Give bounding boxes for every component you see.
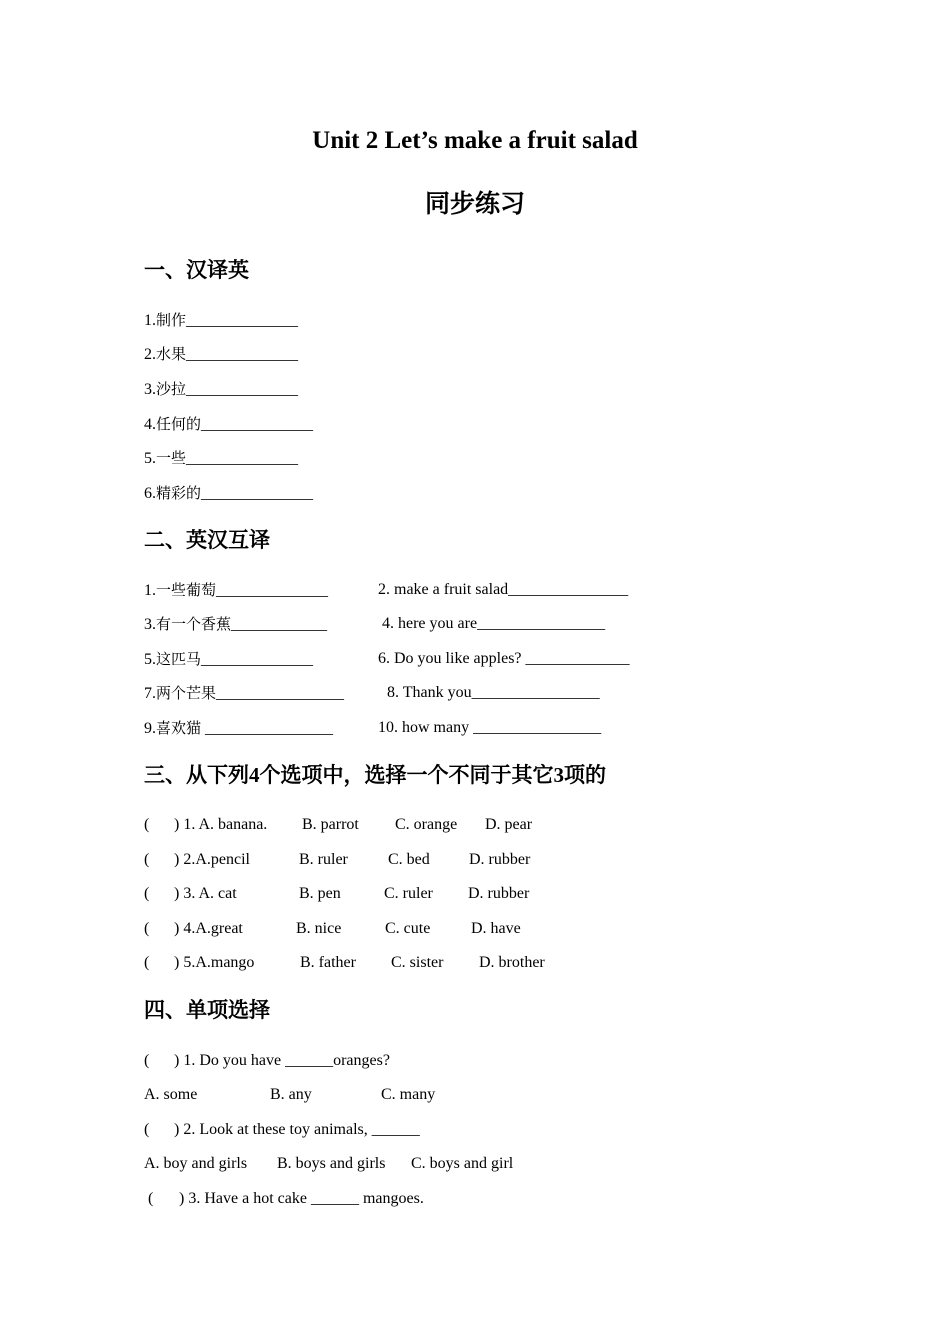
question-text: ) 2. Look at these toy animals, ______	[174, 1121, 420, 1138]
item-text: 这匹马	[156, 650, 202, 668]
question-bracket: (	[144, 954, 150, 971]
question-option-d: D. rubber	[468, 885, 530, 902]
list-item	[144, 310, 298, 331]
question-option-a: ) 3. A. cat	[174, 885, 237, 902]
heading-part: 项的	[564, 763, 606, 787]
question-option-a: ) 2.A.pencil	[174, 851, 250, 868]
section3-heading	[144, 761, 606, 789]
question-bracket: (	[144, 1121, 150, 1138]
option-c: C. boys and girl	[411, 1155, 514, 1172]
question-option-b: B. parrot	[302, 816, 359, 833]
item-number: 4.	[144, 416, 156, 433]
question-option-c: C. orange	[395, 816, 458, 833]
list-item	[144, 379, 298, 400]
question-bracket: (	[144, 1052, 150, 1069]
item-text: 任何的	[156, 415, 202, 433]
heading-number: 4	[249, 763, 260, 787]
answer-blank: ____________	[231, 616, 328, 633]
list-item: 2. make a fruit salad_______________	[378, 581, 629, 598]
item-number: 5.	[144, 651, 156, 668]
item-text: 一些	[156, 449, 187, 467]
item-number: 1.	[144, 582, 156, 599]
answer-blank: ______________	[201, 651, 314, 668]
list-item	[144, 414, 313, 435]
list-item	[144, 483, 313, 504]
item-number: 3.	[144, 381, 156, 398]
section4-heading: 四、单项选择	[144, 998, 270, 1022]
answer-blank: ______________	[201, 485, 314, 502]
list-item	[144, 344, 298, 365]
item-text: 两个芒果	[156, 684, 217, 702]
heading-part: 三、从下列	[144, 763, 249, 787]
list-item	[144, 448, 298, 469]
question-bracket: (	[144, 885, 150, 902]
list-item: 6. Do you like apples? _____________	[378, 650, 630, 667]
question-option-d: D. pear	[485, 816, 533, 833]
answer-blank: ______________	[201, 416, 314, 433]
heading-number: 3	[553, 763, 564, 787]
question-option-d: D. have	[471, 920, 521, 937]
heading-part: 个选项中，选择一个不同于其它	[259, 763, 554, 787]
page-title: Unit 2 Let’s make a fruit salad	[312, 127, 638, 154]
item-text: 水果	[156, 345, 187, 363]
list-item	[144, 649, 313, 670]
question-option-d: D. rubber	[469, 851, 531, 868]
question-text: ) 1. Do you have ______oranges?	[174, 1052, 390, 1069]
item-text: 喜欢猫	[156, 719, 202, 737]
question-option-c: C. ruler	[384, 885, 433, 902]
answer-blank: ______________	[186, 450, 299, 467]
option-b: B. any	[270, 1086, 312, 1103]
question-bracket: (	[144, 920, 150, 937]
list-item: 4. here you are________________	[382, 615, 606, 632]
list-item: 8. Thank you________________	[387, 684, 600, 701]
option-a: A. boy and girls	[144, 1155, 248, 1172]
item-number: 6.	[144, 485, 156, 502]
item-number: 2.	[144, 346, 156, 363]
question-option-c: C. bed	[388, 851, 430, 868]
answer-blank: ______________	[186, 381, 299, 398]
question-option-c: C. sister	[391, 954, 444, 971]
question-bracket: (	[144, 851, 150, 868]
list-item	[144, 718, 333, 739]
list-item: 10. how many ________________	[378, 719, 602, 736]
item-number: 1.	[144, 312, 156, 329]
list-item	[144, 614, 327, 635]
item-text: 沙拉	[156, 380, 187, 398]
question-option-c: C. cute	[385, 920, 431, 937]
question-option-b: B. nice	[296, 920, 342, 937]
section1-heading: 一、汉译英	[144, 258, 249, 282]
question-option-b: B. ruler	[299, 851, 348, 868]
option-c: C. many	[381, 1086, 436, 1103]
question-option-b: B. father	[300, 954, 356, 971]
page-subtitle: 同步练习	[424, 189, 525, 218]
list-item	[144, 580, 328, 601]
item-number: 7.	[144, 685, 156, 702]
item-text: 有一个香蕉	[156, 615, 232, 633]
option-b: B. boys and girls	[277, 1155, 386, 1172]
answer-blank: ________________	[216, 685, 345, 702]
item-number: 5.	[144, 450, 156, 467]
question-bracket: (	[148, 1190, 154, 1207]
answer-blank: ______________	[186, 346, 299, 363]
question-option-a: ) 4.A.great	[174, 920, 243, 937]
question-option-a: ) 1. A. banana.	[174, 816, 268, 833]
question-option-d: D. brother	[479, 954, 545, 971]
item-text: 制作	[156, 311, 187, 329]
option-a: A. some	[144, 1086, 198, 1103]
question-bracket: (	[144, 816, 150, 833]
section2-heading: 二、英汉互译	[144, 528, 270, 552]
question-option-a: ) 5.A.mango	[174, 954, 255, 971]
item-number: 9.	[144, 720, 156, 737]
item-text: 精彩的	[156, 484, 202, 502]
question-text: ) 3. Have a hot cake ______ mangoes.	[179, 1190, 424, 1207]
item-text: 一些葡萄	[156, 581, 217, 599]
question-option-b: B. pen	[299, 885, 341, 902]
item-number: 3.	[144, 616, 156, 633]
answer-blank: ______________	[186, 312, 299, 329]
answer-blank: ______________	[216, 582, 329, 599]
list-item	[144, 683, 344, 704]
answer-blank: ________________	[201, 720, 334, 737]
